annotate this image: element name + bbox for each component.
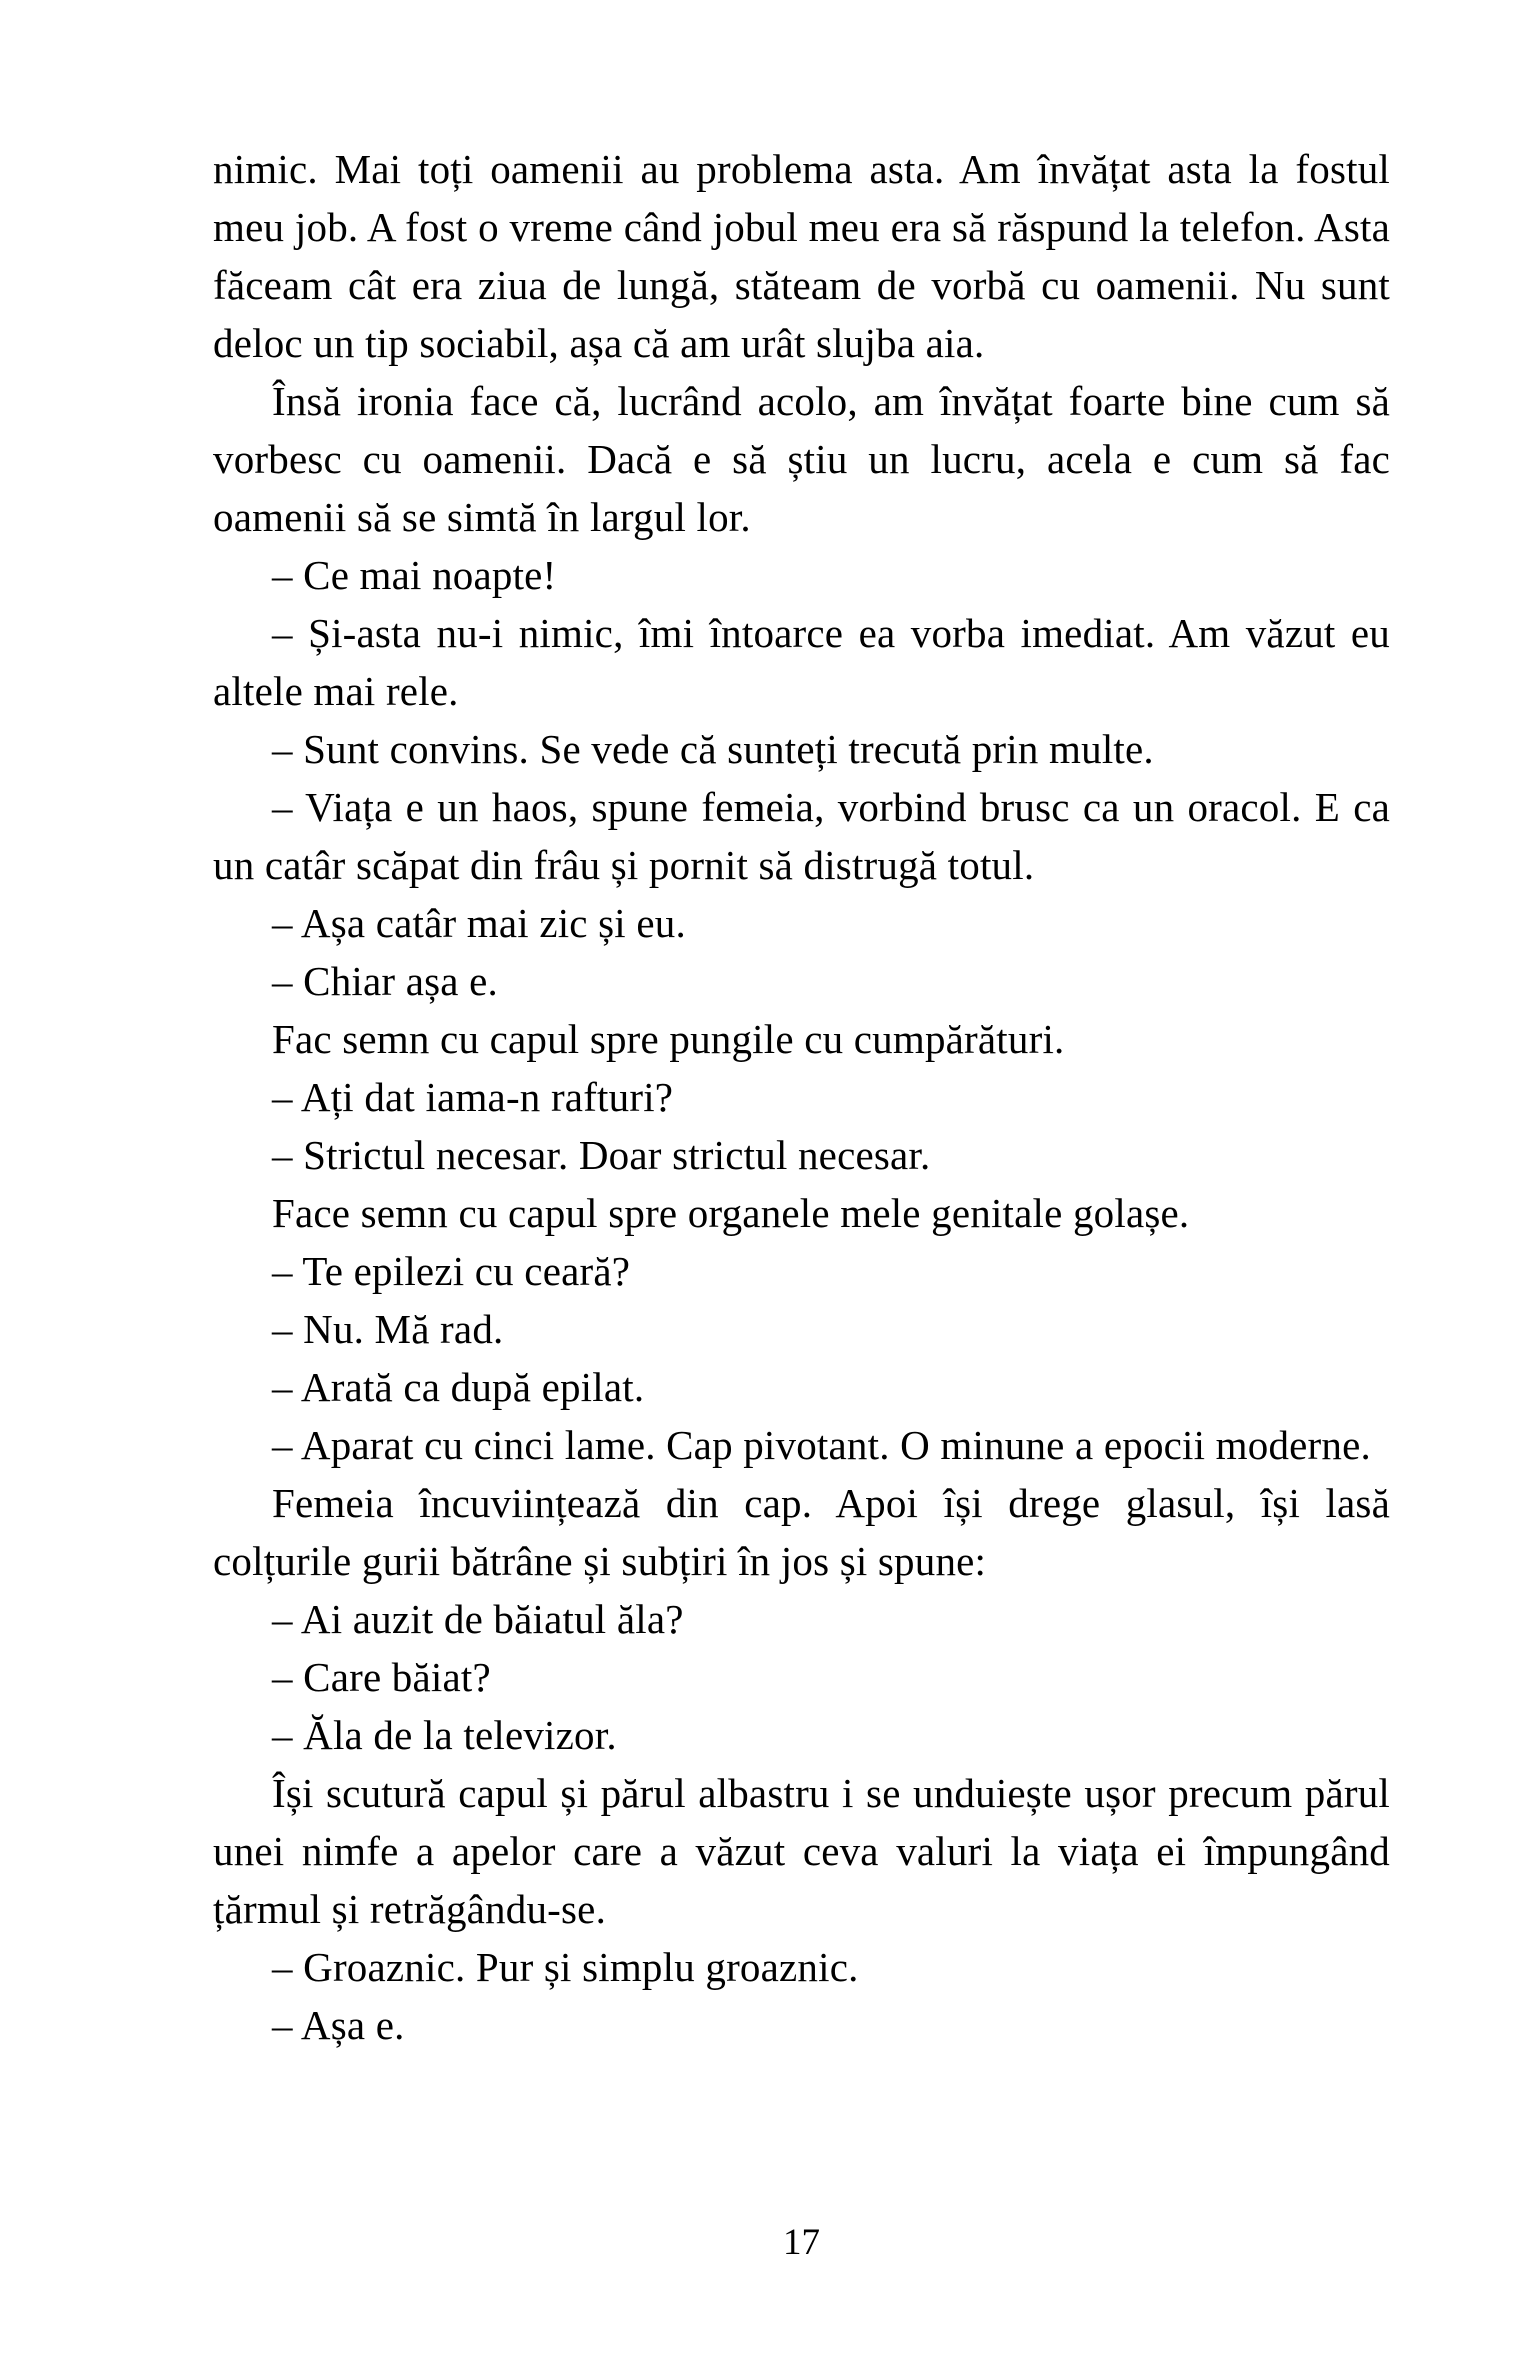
dialogue-paragraph: – Ce mai noapte!	[272, 552, 557, 598]
narrative-paragraph: nimic. Mai toți oamenii au problema asta. Am învățat asta la fostul meu job. A fost o vreme când jobul meu era să răspund la telefon. Asta făceam cât era ziua de lungă, stăteam de vorbă cu oamenii. Nu sunt deloc un tip sociabil, așa că am urât slujba aia.	[213, 146, 1390, 366]
dialogue-paragraph: – Ai auzit de băiatul ăla?	[272, 1596, 684, 1642]
dialogue-paragraph: – Sunt convins. Se vede că sunteți trecută prin multe.	[272, 726, 1154, 772]
narrative-paragraph: Femeia încuviințează din cap. Apoi își drege glasul, își lasă colțurile gurii bătrâne și subțiri în jos și spune:	[213, 1480, 1390, 1584]
dialogue-paragraph: – Arată ca după epilat.	[272, 1364, 645, 1410]
narrative-paragraph: Își scutură capul și părul albastru i se unduiește ușor precum părul unei nimfe a apelor care a văzut ceva valuri la viața ei împungând țărmul și retrăgându-se.	[213, 1770, 1390, 1932]
dialogue-paragraph: – Viața e un haos, spune femeia, vorbind brusc ca un oracol. E ca un catâr scăpat din frâu și pornit să distrugă totul.	[213, 784, 1390, 888]
dialogue-paragraph: – Chiar așa e.	[272, 958, 498, 1004]
dialogue-paragraph: – Așa catâr mai zic și eu.	[272, 900, 686, 946]
page-number: 17	[783, 2222, 820, 2263]
text-block	[213, 140, 1390, 2054]
dialogue-paragraph: – Și-asta nu-i nimic, îmi întoarce ea vorba imediat. Am văzut eu altele mai rele.	[213, 610, 1390, 714]
dialogue-paragraph: – Care băiat?	[272, 1654, 491, 1700]
narrative-paragraph: Face semn cu capul spre organele mele genitale golașe.	[272, 1190, 1190, 1236]
dialogue-paragraph: – Aparat cu cinci lame. Cap pivotant. O minune a epocii moderne.	[272, 1422, 1371, 1468]
dialogue-paragraph: – Ăla de la televizor.	[272, 1712, 617, 1758]
dialogue-paragraph: – Ați dat iama-n rafturi?	[272, 1074, 674, 1120]
dialogue-paragraph: – Strictul necesar. Doar strictul necesar.	[272, 1132, 931, 1178]
narrative-paragraph: Fac semn cu capul spre pungile cu cumpărături.	[272, 1016, 1065, 1062]
dialogue-paragraph: – Groaznic. Pur și simplu groaznic.	[272, 1944, 859, 1990]
dialogue-paragraph: – Așa e.	[272, 2002, 405, 2048]
narrative-paragraph: Însă ironia face că, lucrând acolo, am învățat foarte bine cum să vorbesc cu oamenii. Dacă e să știu un lucru, acela e cum să fac oamenii să se simtă în largul lor.	[213, 378, 1390, 540]
dialogue-paragraph: – Nu. Mă rad.	[272, 1306, 504, 1352]
dialogue-paragraph: – Te epilezi cu ceară?	[272, 1248, 631, 1294]
